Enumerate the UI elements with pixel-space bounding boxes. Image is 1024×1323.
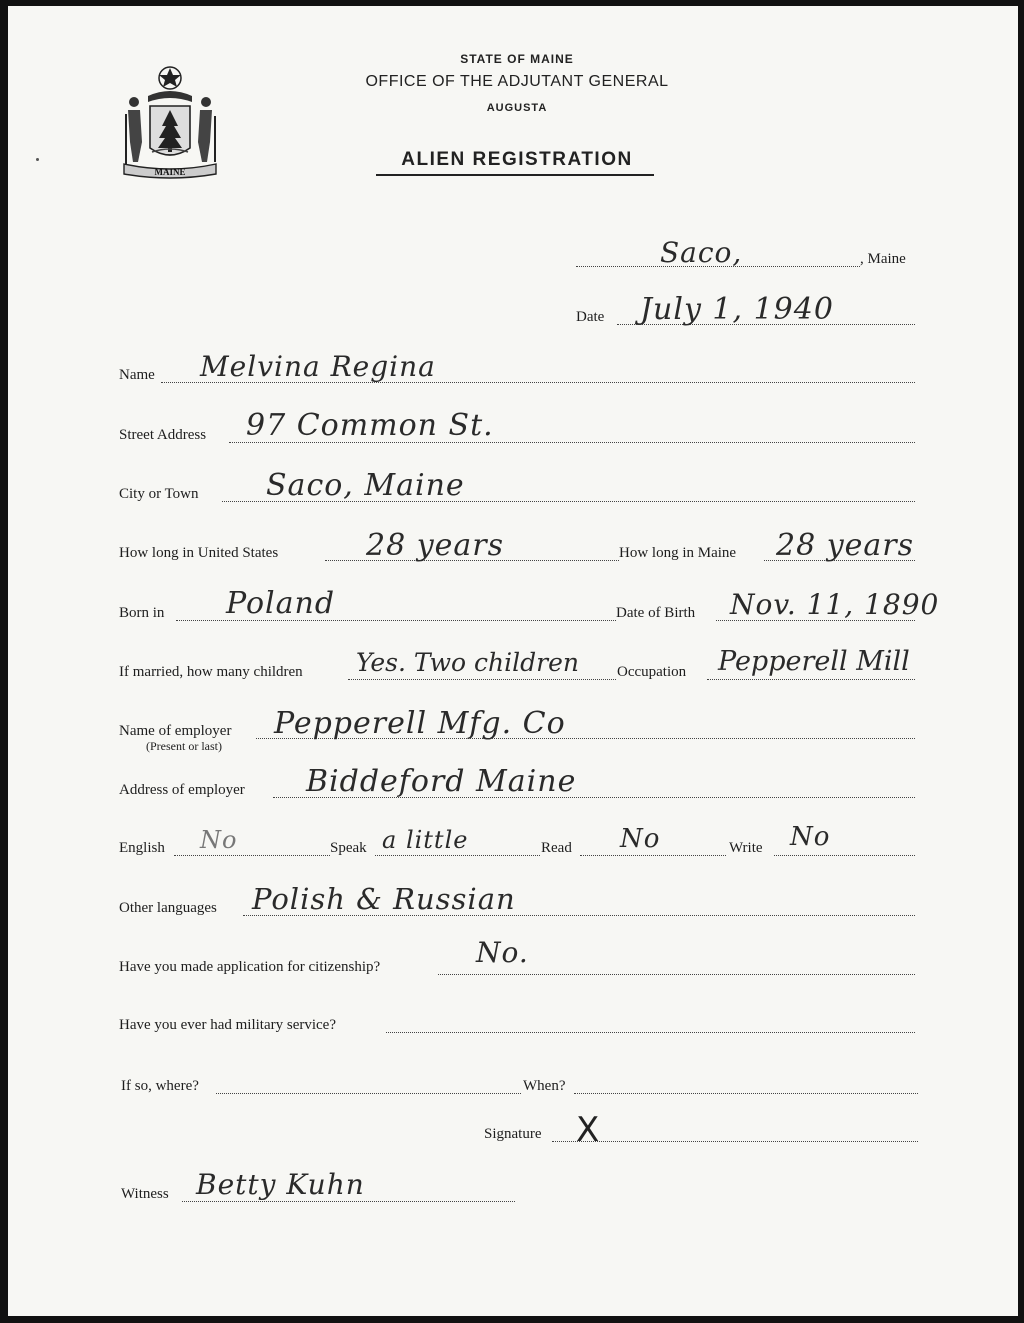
- city-value: Saco, Maine: [266, 468, 465, 503]
- write-label: Write: [729, 840, 763, 856]
- signature-line: [552, 1141, 918, 1142]
- place-suffix: , Maine: [860, 251, 906, 267]
- title-underline: [376, 174, 654, 176]
- header-city: AUGUSTA: [486, 102, 548, 114]
- scan-border-right: [1018, 0, 1024, 1323]
- when-label: When?: [523, 1078, 566, 1094]
- employer-address-value: Biddeford Maine: [306, 764, 577, 799]
- long-us-label: How long in United States: [119, 545, 279, 561]
- write-line: [774, 855, 915, 856]
- speak-label: Speak: [330, 840, 367, 856]
- date-value: July 1, 1940: [640, 292, 834, 327]
- where-label: If so, where?: [121, 1078, 199, 1094]
- scan-border-bottom: [0, 1316, 1024, 1323]
- english-value: No: [200, 826, 238, 854]
- witness-label: Witness: [121, 1186, 169, 1202]
- speak-value: a little: [382, 826, 469, 854]
- married-label: If married, how many children: [119, 664, 303, 680]
- citizenship-label: Have you made application for citizenship?: [119, 959, 381, 975]
- witness-line: [182, 1201, 515, 1202]
- speak-line: [375, 855, 540, 856]
- employer-label: Name of employer: [119, 723, 232, 739]
- other-lang-value: Polish & Russian: [252, 882, 516, 916]
- name-label: Name: [119, 367, 155, 383]
- married-line: [348, 679, 616, 680]
- citizenship-line: [438, 974, 915, 975]
- where-line: [216, 1093, 521, 1094]
- read-line: [580, 855, 726, 856]
- place-value: Saco,: [660, 236, 743, 269]
- long-us-value: 28 years: [366, 528, 505, 563]
- when-line: [574, 1093, 918, 1094]
- occupation-line: [707, 679, 915, 680]
- street-value: 97 Common St.: [246, 408, 494, 443]
- married-value: Yes. Two children: [356, 648, 579, 677]
- employer-sub-label: (Present or last): [146, 739, 222, 753]
- read-label: Read: [541, 840, 572, 856]
- other-lang-label: Other languages: [119, 900, 217, 916]
- scan-border-top: [0, 0, 1024, 6]
- employer-value: Pepperell Mfg. Co: [274, 706, 566, 741]
- street-label: Street Address: [119, 427, 207, 443]
- military-label: Have you ever had military service?: [119, 1017, 336, 1033]
- occupation-label: Occupation: [617, 664, 687, 680]
- witness-value: Betty Kuhn: [196, 1168, 365, 1201]
- scan-border-left: [0, 0, 8, 1323]
- long-maine-label: How long in Maine: [619, 545, 737, 561]
- dob-label: Date of Birth: [616, 605, 696, 621]
- header-state: STATE OF MAINE: [460, 52, 574, 66]
- write-value: No: [790, 822, 831, 852]
- form-title: ALIEN REGISTRATION: [401, 149, 633, 170]
- citizenship-value: No.: [476, 936, 529, 969]
- born-label: Born in: [119, 605, 165, 621]
- occupation-value: Pepperell Mill: [718, 646, 910, 677]
- header-office: OFFICE OF THE ADJUTANT GENERAL: [365, 73, 669, 90]
- city-label: City or Town: [119, 486, 199, 502]
- english-label: English: [119, 840, 165, 856]
- seal-text: MAINE: [154, 167, 186, 177]
- signature-mark: X: [576, 1110, 600, 1150]
- employer-address-label: Address of employer: [119, 782, 245, 798]
- read-value: No: [620, 824, 661, 854]
- military-line: [386, 1032, 915, 1033]
- name-value: Melvina Regina: [200, 350, 436, 383]
- english-line: [174, 855, 330, 856]
- signature-label: Signature: [484, 1126, 542, 1142]
- born-value: Poland: [226, 586, 336, 621]
- long-maine-value: 28 years: [776, 528, 915, 563]
- dob-value: Nov. 11, 1890: [730, 588, 940, 621]
- date-label: Date: [576, 309, 605, 325]
